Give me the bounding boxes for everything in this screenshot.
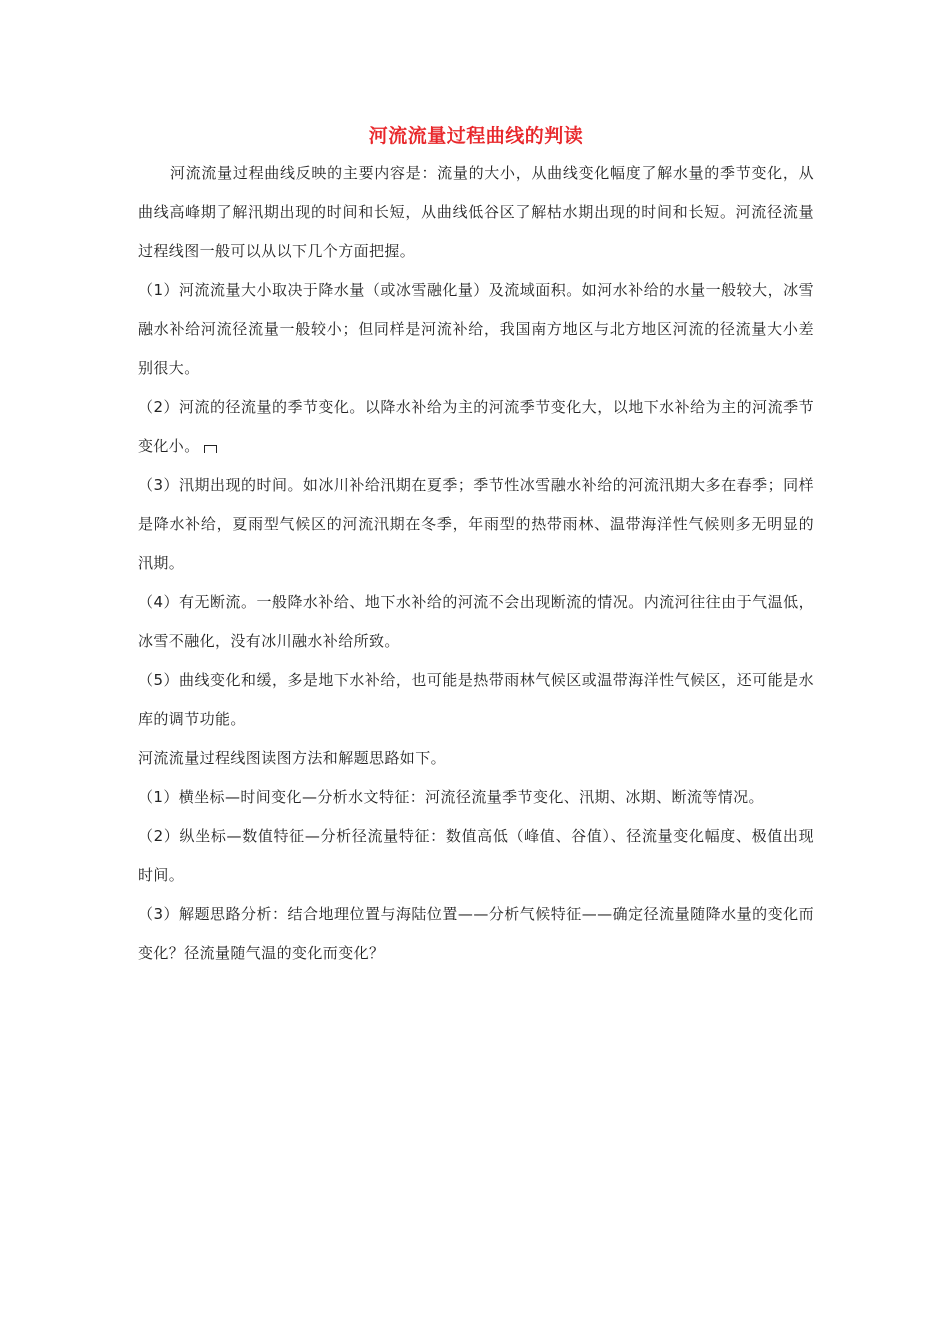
method-1: （1）横坐标—时间变化—分析水文特征：河流径流量季节变化、汛期、冰期、断流等情况。 xyxy=(138,788,764,806)
method-heading: 河流流量过程线图读图方法和解题思路如下。 xyxy=(138,749,447,767)
point-5: （5）曲线变化和缓，多是地下水补给，也可能是热带雨林气候区或温带海洋性气候区，还可能是水库的调节功能。 xyxy=(138,671,814,728)
text-cursor-mark-icon xyxy=(204,445,217,453)
document-title: 河流流量过程曲线的判读 xyxy=(368,125,584,147)
point-4: （4）有无断流。一般降水补给、地下水补给的河流不会出现断流的情况。内流河往往由于气温低，冰雪不融化，没有冰川融水补给所致。 xyxy=(138,593,814,650)
point-3: （3）汛期出现的时间。如冰川补给汛期在夏季；季节性冰雪融水补给的河流汛期大多在春季；同样是降水补给，夏雨型气候区的河流汛期在冬季，年雨型的热带雨林、温带海洋性气候则多无明显的汛期。 xyxy=(138,476,814,572)
method-2: （2）纵坐标—数值特征—分析径流量特征：数值高低（峰值、谷值）、径流量变化幅度、极值出现时间。 xyxy=(138,827,814,884)
method-3: （3）解题思路分析：结合地理位置与海陆位置——分析气候特征——确定径流量随降水量的变化而变化？径流量随气温的变化而变化？ xyxy=(138,905,814,962)
intro-paragraph: 河流流量过程曲线反映的主要内容是：流量的大小，从曲线变化幅度了解水量的季节变化，从曲线高峰期了解汛期出现的时间和长短，从曲线低谷区了解枯水期出现的时间和长短。河流径流量过程线图一般可以从以下几个方面把握。 xyxy=(138,164,814,260)
document-page xyxy=(138,118,814,973)
point-2 xyxy=(138,388,814,466)
point-2-text: （2）河流的径流量的季节变化。以降水补给为主的河流季节变化大，以地下水补给为主的河流季节变化小。 xyxy=(138,398,814,455)
point-1: （1）河流流量大小取决于降水量（或冰雪融化量）及流域面积。如河水补给的水量一般较大，冰雪融水补给河流径流量一般较小；但同样是河流补给，我国南方地区与北方地区河流的径流量大小差别很大。 xyxy=(138,281,814,377)
